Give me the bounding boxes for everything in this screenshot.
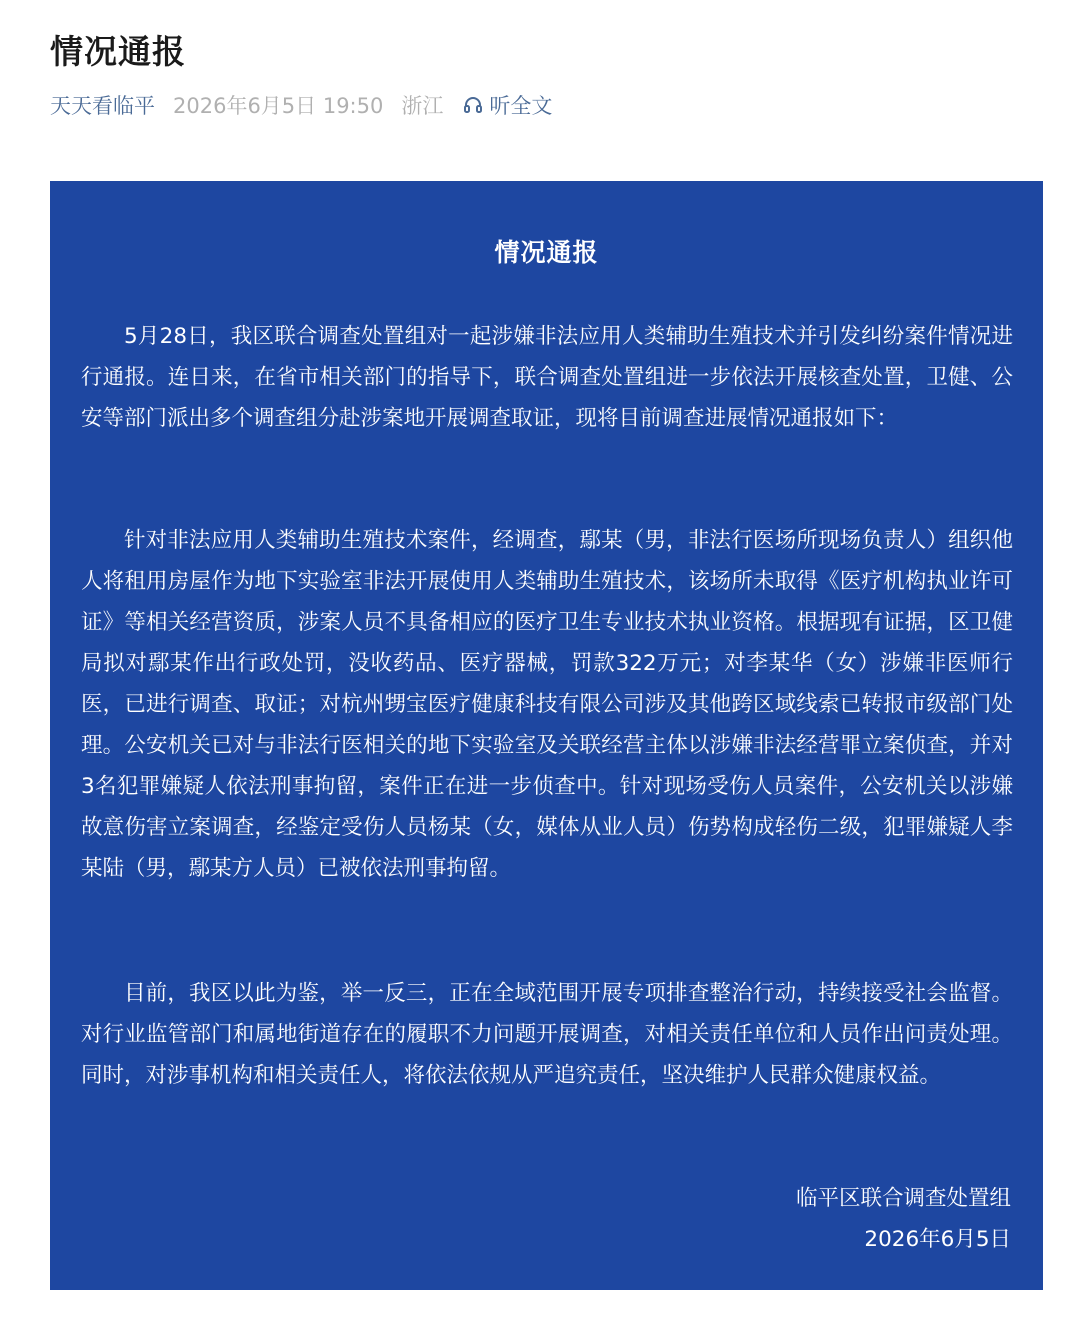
source-account-link[interactable]: 天天看临平 — [50, 94, 155, 118]
notice-paragraph-3: 目前，我区以此为鉴，举一反三，正在全域范围开展专项排查整治行动，持续接受社会监督。对行业监管部门和属地街道存在的履职不力问题开展调查，对相关责任单位和人员作出问责处理。同时，对涉事机构和相关责任人，将依法依规从严追究责任，坚决维护人民群众健康权益。 — [81, 981, 1013, 1088]
headphones-icon — [463, 95, 483, 115]
notice-image — [50, 181, 1043, 1290]
page-title: 情况通报 — [50, 32, 186, 71]
listen-full-text-button[interactable] — [463, 90, 552, 120]
notice-title: 情况通报 — [494, 238, 599, 267]
publish-datetime: 2026年6月5日 19:50 — [173, 94, 384, 118]
notice-signature-block — [796, 1178, 1011, 1260]
publish-location: 浙江 — [401, 94, 444, 118]
notice-paragraph-2: 针对非法应用人类辅助生殖技术案件，经调查，鄢某（男，非法行医场所现场负责人）组织他人将租用房屋作为地下实验室非法开展使用人类辅助生殖技术，该场所未取得《医疗机构执业许可证》等相关经营资质，涉案人员不具备相应的医疗卫生专业技术执业资格。根据现有证据，区卫健局拟对鄢某作出行政处罚，没收药品、医疗器械，罚款322万元；对李某华（女）涉嫌非医师行医，已进行调查、取证；对杭州甥宝医疗健康科技有限公司涉及其他跨区域线索已转报市级部门处理。公安机关已对与非法行医相关的地下实验室及关联经营主体以涉嫌非法经营罪立案侦查，并对3名犯罪嫌疑人依法刑事拘留，案件正在进一步侦查中。针对现场受伤人员案件，公安机关以涉嫌故意伤害立案调查，经鉴定受伤人员杨某（女，媒体从业人员）伤势构成轻伤二级，犯罪嫌疑人李某陆（男，鄢某方人员）已被依法刑事拘留。 — [81, 528, 1013, 881]
notice-paragraph-1: 5月28日，我区联合调查处置组对一起涉嫌非法应用人类辅助生殖技术并引发纠纷案件情况进行通报。连日来，在省市相关部门的指导下，联合调查处置组进一步依法开展核查处置，卫健、公安等部门派出多个调查组分赴涉案地开展调查取证，现将目前调查进展情况通报如下： — [81, 324, 1013, 431]
listen-label: 听全文 — [489, 94, 553, 118]
article-meta — [50, 90, 552, 120]
issuer-name: 临平区联合调查处置组 — [795, 1186, 1011, 1211]
issue-date: 2026年6月5日 — [864, 1227, 1011, 1252]
